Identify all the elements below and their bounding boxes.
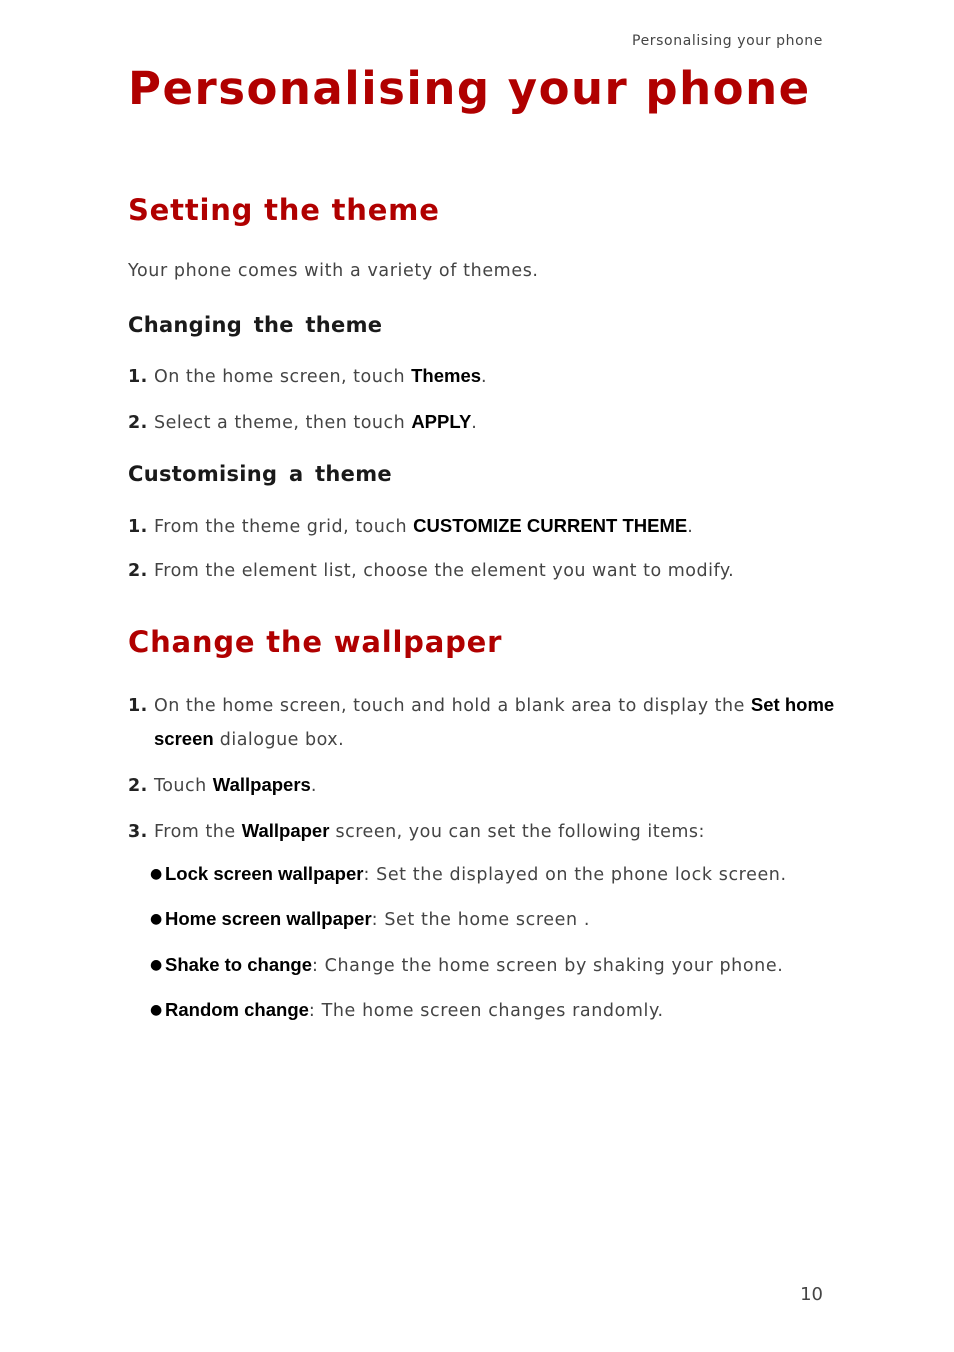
step-number: 3.: [128, 822, 148, 842]
subheading-customising-theme: Customising a theme: [128, 462, 392, 486]
step-number: 1.: [128, 367, 148, 387]
step-text-end: screen, you can set the following items:: [329, 822, 705, 842]
page-number: 10: [800, 1284, 823, 1305]
bullet-random-change: [150, 999, 664, 1021]
step-text: From the theme grid, touch: [154, 517, 414, 537]
bullet-shake-to-change: [150, 954, 783, 976]
step-text: On the home screen, touch: [154, 367, 412, 387]
step-text-end: .: [481, 367, 488, 387]
step-number: 1.: [128, 696, 148, 716]
theme-intro: Your phone comes with a variety of themes.: [128, 261, 539, 281]
step-text-end: .: [471, 413, 478, 433]
bullet-keyword: Random change: [165, 999, 309, 1020]
step-text: On the home screen, touch and hold a blank area to display the: [154, 696, 751, 716]
step-text-end: .: [687, 517, 694, 537]
wallpaper-step-1-continued: [154, 728, 344, 750]
wallpaper-step-1: [128, 694, 834, 716]
bullet-text: : Set the home screen .: [371, 910, 590, 930]
bullet-text: : The home screen changes randomly.: [308, 1001, 664, 1021]
bullet-keyword: Shake to change: [165, 954, 313, 975]
wallpaper-step-3: [128, 820, 705, 842]
bullet-text: : Set the displayed on the phone lock screen.: [363, 865, 787, 885]
bullet-icon: ●: [150, 866, 163, 882]
step-keyword: Set home: [750, 694, 835, 715]
bullet-home-screen-wallpaper: [150, 908, 590, 930]
step-text: From the: [154, 822, 242, 842]
running-header: Personalising your phone: [632, 33, 823, 49]
page-title: Personalising your phone: [128, 62, 811, 115]
bullet-keyword: Home screen wallpaper: [165, 908, 372, 929]
step-keyword: CUSTOMIZE CURRENT THEME: [413, 515, 688, 536]
step-text-end: .: [310, 776, 317, 796]
customising-step-1: [128, 515, 693, 537]
step-number: 1.: [128, 517, 148, 537]
step-text: Select a theme, then touch: [154, 413, 412, 433]
bullet-keyword: Lock screen wallpaper: [165, 863, 364, 884]
changing-step-2: [128, 411, 477, 433]
step-number: 2.: [128, 776, 148, 796]
step-keyword: Themes: [411, 365, 482, 386]
step-keyword: APPLY: [411, 411, 472, 432]
bullet-icon: ●: [150, 911, 163, 927]
subheading-changing-theme: Changing the theme: [128, 313, 383, 337]
bullet-text: : Change the home screen by shaking your phone.: [312, 956, 784, 976]
step-number: 2.: [128, 561, 148, 581]
step-number: 2.: [128, 413, 148, 433]
step-text: Touch: [154, 776, 213, 796]
bullet-icon: ●: [150, 1002, 163, 1018]
step-keyword: screen: [154, 728, 214, 749]
wallpaper-step-2: [128, 774, 317, 796]
bullet-lock-screen-wallpaper: [150, 863, 787, 885]
section-heading-wallpaper: Change the wallpaper: [128, 625, 503, 659]
changing-step-1: [128, 365, 487, 387]
step-text: From the element list, choose the element you want to modify.: [154, 561, 735, 581]
bullet-icon: ●: [150, 957, 163, 973]
step-text-end: dialogue box.: [213, 730, 345, 750]
step-keyword: Wallpapers: [212, 774, 311, 795]
step-keyword: Wallpaper: [241, 820, 330, 841]
customising-step-2: [128, 561, 734, 581]
section-heading-theme: Setting the theme: [128, 193, 440, 227]
